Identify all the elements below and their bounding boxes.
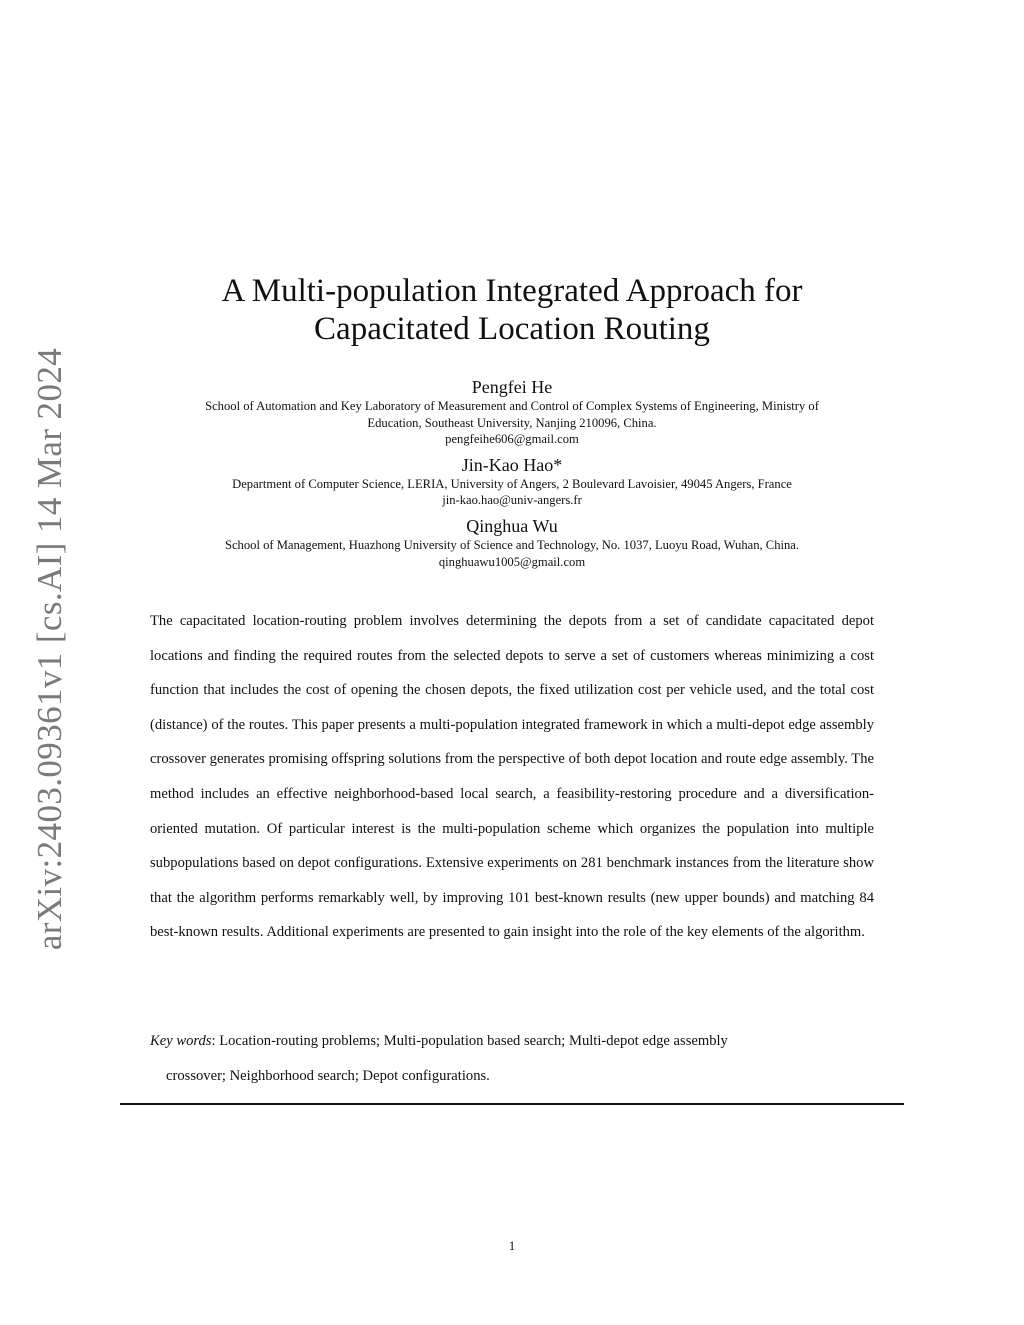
title-line-2: Capacitated Location Routing <box>314 311 710 347</box>
keywords-line-2: crossover; Neighborhood search; Depot configurations. <box>166 1067 490 1084</box>
keywords-label: Key words <box>150 1033 212 1049</box>
keywords-separator: : <box>211 1033 216 1049</box>
paper-title <box>120 272 904 348</box>
abstract-text: The capacitated location-routing problem involves determining the depots from a set of candidate capacitated depot locations and finding the required routes from the selected depots to serve a set of customers whereas minimizing a cost function that includes the cost of opening the chosen depots, the fixed utilization cost per vehicle used, and the total cost (distance) of the routes. This paper presents a multi-population integrated framework in which a multi-depot edge assembly crossover generates promising offspring solutions from the perspective of both depot location and route edge assembly. The method includes an effective neighborhood-based local search, a feasibility-restoring procedure and a diversification-oriented mutation. Of particular interest is the multi-population scheme which organizes the population into multiple subpopulations based on depot configurations. Extensive experiments on 281 benchmark instances from the literature show that the algorithm performs remarkably well, by improving 101 best-known results (new upper bounds) and matching 84 best-known results. Additional experiments are presented to gain insight into the role of the key elements of the algorithm. <box>150 613 874 941</box>
author-name: Jin-Kao Hao* <box>461 454 563 475</box>
horizontal-rule <box>120 1103 904 1105</box>
keywords-line-1 <box>150 1024 874 1059</box>
author-name: Pengfei He <box>471 377 553 397</box>
page-number: 1 <box>508 1238 516 1253</box>
author-block <box>120 454 904 509</box>
author-block <box>120 376 904 448</box>
author-affiliation: Education, Southeast University, Nanjing 210096, China. <box>367 415 657 430</box>
author-email[interactable]: jin-kao.hao@univ-angers.fr <box>442 493 582 508</box>
author-affiliation: Department of Computer Science, LERIA, University of Angers, 2 Boulevard Lavoisier, 49045 Angers, France <box>232 476 792 491</box>
author-affiliation: School of Management, Huazhong University of Science and Technology, No. 1037, Luoyu Road, Wuhan, China. <box>224 537 800 552</box>
keywords <box>150 1024 874 1093</box>
author-name: Qinghua Wu <box>466 515 558 536</box>
author-block <box>120 515 904 570</box>
author-list <box>120 376 904 570</box>
keywords-text: Location-routing problems; Multi-population based search; Multi-depot edge assembly <box>219 1033 728 1049</box>
author-email[interactable]: qinghuawu1005@gmail.com <box>438 554 586 569</box>
arxiv-identifier: arXiv:2403.09361v1 [cs.AI] 14 Mar 2024 <box>30 347 69 951</box>
author-email[interactable]: pengfeihe606@gmail.com <box>445 432 579 447</box>
title-line-1: A Multi-population Integrated Approach for <box>221 273 803 309</box>
author-affiliation: School of Automation and Key Laboratory of Measurement and Control of Complex Systems of Engineering, Ministry of <box>205 399 819 413</box>
